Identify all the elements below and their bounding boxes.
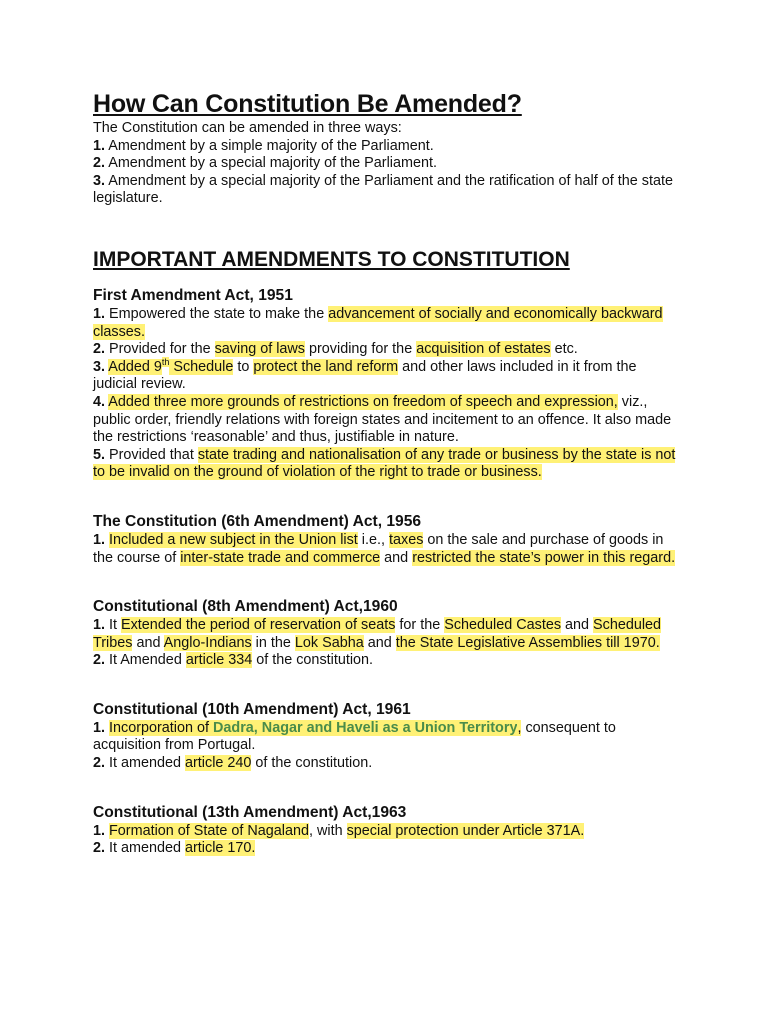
amendment-point <box>93 720 683 755</box>
amendment-point <box>93 394 683 447</box>
amendment-point <box>93 823 683 841</box>
point-text: It Amended <box>105 652 186 669</box>
highlighted-text: th <box>161 356 170 367</box>
point-number: 2. <box>93 840 106 857</box>
point-text: for the <box>395 617 445 634</box>
highlighted-text: Scheduled Tribes <box>93 617 662 651</box>
highlighted-text: inter-state trade and commerce <box>180 549 381 566</box>
highlighted-text: special protection under Article 371A. <box>346 822 585 839</box>
point-number: 5. <box>93 446 106 463</box>
item-number: 2. <box>93 155 106 172</box>
highlighted-text: acquisition of estates <box>416 341 551 358</box>
amendment-section <box>93 597 683 670</box>
point-text: It amended <box>105 840 186 857</box>
point-text: and <box>561 617 594 634</box>
amendment-point <box>93 306 683 341</box>
point-text: to <box>233 358 254 375</box>
amendment-point <box>93 356 683 394</box>
amendment-title: Constitutional (10th Amendment) Act, 1961 <box>93 700 411 718</box>
amendment-section <box>93 512 683 567</box>
highlighted-text: , <box>517 719 522 736</box>
intro-item-3 <box>93 173 683 208</box>
highlighted-text: state trading and nationalisation of any trade or business by the state is not to be invalid on the ground of violation of the right to trade or business. <box>93 446 676 481</box>
amendment-point <box>93 617 683 652</box>
point-number: 1. <box>93 822 106 839</box>
point-number: 2. <box>93 341 106 358</box>
point-text: consequent to acquisition from Portugal. <box>93 719 616 754</box>
point-text: and other laws included in it from the judicial review. <box>93 358 637 393</box>
highlighted-text: the State Legislative Assemblies till 1970. <box>395 634 660 651</box>
highlighted-text: article 334 <box>185 652 253 669</box>
highlighted-text: restricted the state’s power in this regard. <box>412 549 676 566</box>
point-text: viz., public order, friendly relations with foreign states and incitement to an offence. It also made the restrictions ‘reasonable’ and thus, justifiable in nature. <box>93 393 672 446</box>
amendment-title: Constitutional (13th Amendment) Act,1963 <box>93 803 407 821</box>
item-number: 1. <box>93 137 106 154</box>
highlighted-text: Formation of State of Nagaland <box>109 822 310 839</box>
highlighted-text: Lok Sabha <box>294 634 364 651</box>
intro-lead: The Constitution can be amended in three ways: <box>93 120 402 136</box>
point-text: providing for the <box>305 341 417 358</box>
point-text: It <box>105 617 122 634</box>
highlighted-text: Extended the period of reservation of seats <box>121 617 396 634</box>
amendment-title: Constitutional (8th Amendment) Act,1960 <box>93 598 398 616</box>
point-text: Provided for the <box>105 341 215 358</box>
highlighted-text: Schedule <box>169 358 234 375</box>
document-content <box>93 88 683 858</box>
item-text: Amendment by a special majority of the Parliament and the ratification of half of the state legislature. <box>93 172 673 207</box>
point-text: Empowered the state to make the <box>105 305 329 322</box>
amendment-section <box>93 803 683 858</box>
highlighted-text: protect the land reform <box>253 358 399 375</box>
highlighted-text: Scheduled Castes <box>444 617 562 634</box>
point-text: , with <box>309 822 347 839</box>
intro-block <box>93 120 683 208</box>
amendment-point <box>93 755 683 773</box>
amendment-section <box>93 286 683 482</box>
item-text: Amendment by a simple majority of the Parliament. <box>105 137 434 154</box>
highlighted-text: advancement of socially and economically backward classes. <box>93 305 663 340</box>
highlighted-text: saving of laws <box>214 341 305 358</box>
point-text: and <box>132 634 164 651</box>
point-text: of the constitution. <box>251 755 373 772</box>
intro-item-1 <box>93 138 683 156</box>
point-number: 1. <box>93 531 106 548</box>
highlighted-text: article 240 <box>185 755 252 772</box>
point-text: It amended <box>105 755 186 772</box>
point-number: 1. <box>93 617 106 634</box>
point-number: 1. <box>93 719 106 736</box>
amendment-section <box>93 700 683 773</box>
point-number: 3. <box>93 358 106 375</box>
point-text: on the sale and purchase of goods in the course of <box>93 531 664 566</box>
point-number: 2. <box>93 755 106 772</box>
highlighted-text: Added 9 <box>108 358 162 375</box>
amendment-point <box>93 652 683 670</box>
amendment-point <box>93 840 683 858</box>
highlighted-text: taxes <box>389 531 424 548</box>
highlighted-text: Anglo-Indians <box>163 634 252 651</box>
point-text: and <box>363 634 396 651</box>
amendment-point <box>93 447 683 482</box>
point-text: Provided that <box>105 446 198 463</box>
point-text: in the <box>251 634 295 651</box>
point-text: of the constitution. <box>252 652 374 669</box>
point-text: etc. <box>550 341 578 358</box>
highlighted-text: Added three more grounds of restrictions on freedom of speech and expression, <box>108 393 618 410</box>
amendment-title: First Amendment Act, 1951 <box>93 286 293 304</box>
intro-item-2 <box>93 155 683 173</box>
section-heading: IMPORTANT AMENDMENTS TO CONSTITUTION <box>93 247 570 271</box>
point-text: i.e., <box>357 531 390 548</box>
amendment-point <box>93 532 683 567</box>
item-number: 3. <box>93 172 106 189</box>
page-title: How Can Constitution Be Amended? <box>93 90 522 118</box>
point-text: and <box>380 549 413 566</box>
amendment-point <box>93 341 683 359</box>
point-number: 4. <box>93 393 106 410</box>
point-number: 2. <box>93 652 106 669</box>
highlighted-text: Dadra, Nagar and Haveli as a Union Territory <box>213 719 518 736</box>
highlighted-text: article 170. <box>185 840 256 857</box>
highlighted-text: Included a new subject in the Union list <box>109 531 358 548</box>
item-text: Amendment by a special majority of the Parliament. <box>105 155 437 172</box>
amendment-title: The Constitution (6th Amendment) Act, 1956 <box>93 512 422 530</box>
highlighted-text: Incorporation of <box>109 719 214 736</box>
point-number: 1. <box>93 305 106 322</box>
amendment-sections <box>93 286 683 858</box>
